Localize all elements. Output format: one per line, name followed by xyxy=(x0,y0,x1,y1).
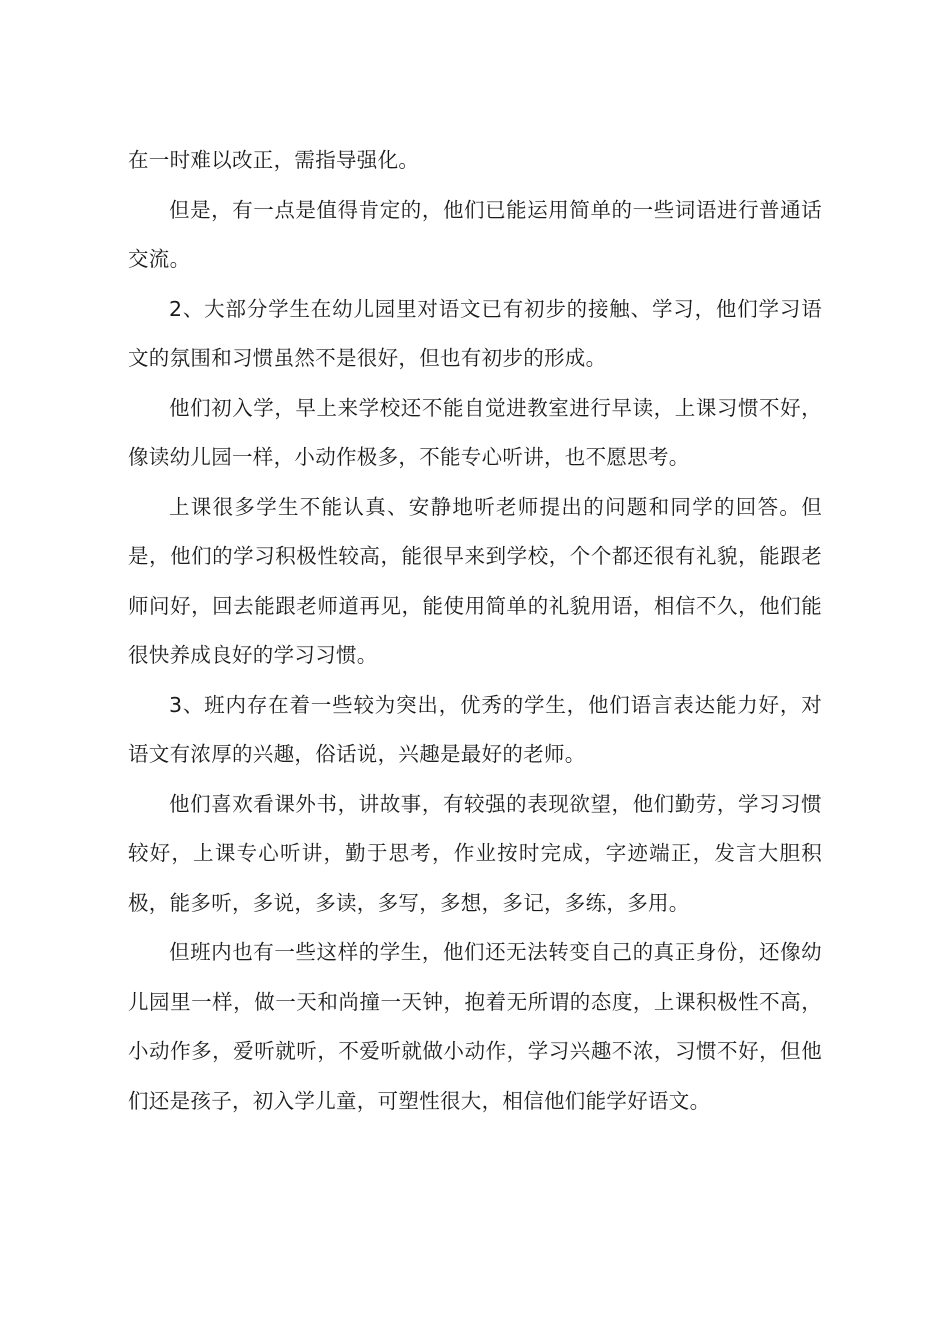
paragraph-good-students: 他们喜欢看课外书，讲故事，有较强的表现欲望，他们勤劳，学习习惯较好，上课专心听讲，勤于思考，作业按时完成，字迹端正，发言大胆积极，能多听，多说，多读，多写，多想，多记，多练，多用。 xyxy=(128,791,822,915)
document-body xyxy=(128,136,822,1126)
paragraph-point-2: 2、大部分学生在幼儿园里对语文已有初步的接触、学习，他们学习语文的氛围和习惯虽然不是很好，但也有初步的形成。 xyxy=(128,296,822,370)
paragraph-attention: 上课很多学生不能认真、安静地听老师提出的问题和同学的回答。但是，他们的学习积极性较高，能很早来到学校，个个都还很有礼貌，能跟老师问好，回去能跟老师道再见，能使用简单的礼貌用语，相信不久，他们能很快养成良好的学习习惯。 xyxy=(128,494,822,667)
paragraph-point-3: 3、班内存在着一些较为突出，优秀的学生，他们语言表达能力好，对语文有浓厚的兴趣，俗话说，兴趣是最好的老师。 xyxy=(128,692,822,766)
paragraph-habits: 他们初入学，早上来学校还不能自觉进教室进行早读，上课习惯不好，像读幼儿园一样，小动作极多，不能专心听讲，也不愿思考。 xyxy=(128,395,822,469)
paragraph-continuation: 在一时难以改正，需指导强化。 xyxy=(128,148,420,172)
paragraph-other-students: 但班内也有一些这样的学生，他们还无法转变自己的真正身份，还像幼儿园里一样，做一天和尚撞一天钟，抱着无所谓的态度，上课积极性不高，小动作多，爱听就听，不爱听就做小动作，学习兴趣不浓，习惯不好，但他们还是孩子，初入学儿童，可塑性很大，相信他们能学好语文。 xyxy=(128,940,822,1113)
paragraph-mandarin: 但是，有一点是值得肯定的，他们已能运用简单的一些词语进行普通话交流。 xyxy=(128,197,822,271)
